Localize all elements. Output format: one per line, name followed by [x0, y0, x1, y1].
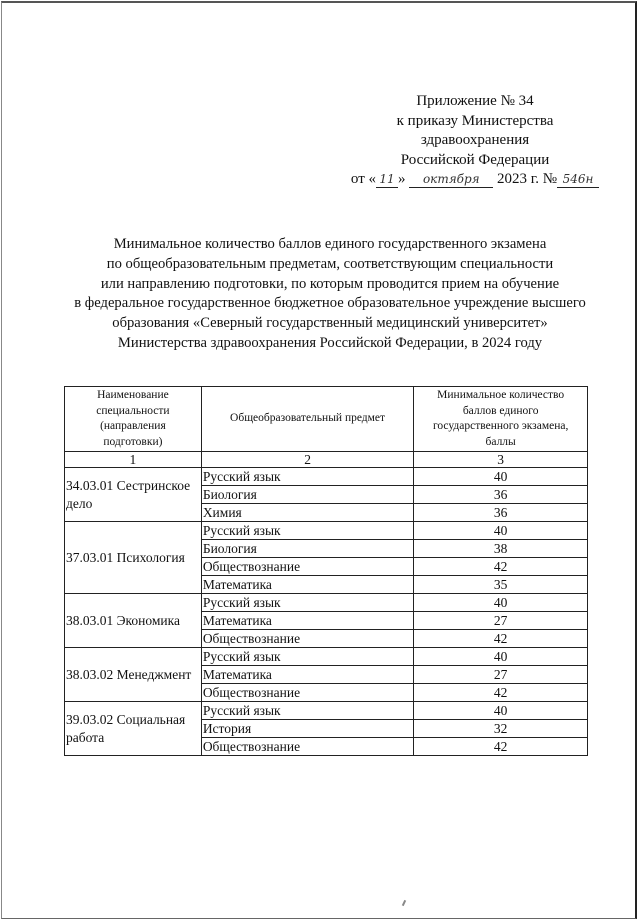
column-index: 3 [414, 452, 588, 468]
subject-cell: Обществознание [201, 738, 414, 756]
header-specialty: Наименование специальности (направления подготовки) [65, 387, 202, 452]
subject-cell: Русский язык [201, 648, 414, 666]
table-row [65, 468, 588, 486]
appendix-federation: Российской Федерации [400, 151, 550, 168]
subject-cell: Биология [201, 540, 414, 558]
subject-cell: Химия [201, 504, 414, 522]
score-cell: 40 [414, 702, 588, 720]
appendix-ministry: здравоохранения [420, 132, 530, 148]
score-cell: 27 [414, 612, 588, 630]
score-cell: 42 [414, 630, 588, 648]
title-line: по общеобразовательным предметам, соответствующим специальности [106, 255, 554, 272]
score-cell: 42 [414, 738, 588, 756]
table-row [65, 702, 588, 720]
document-title [60, 235, 600, 354]
date-year: 2023 г. № [497, 171, 558, 187]
column-index: 2 [201, 452, 414, 468]
column-index: 1 [65, 452, 202, 468]
date-day: 11 [376, 172, 398, 188]
subject-cell: Русский язык [201, 522, 414, 540]
score-cell: 40 [414, 594, 588, 612]
date-prefix: от « [350, 171, 377, 187]
subject-cell: Математика [201, 666, 414, 684]
table-row [65, 594, 588, 612]
scores-table [64, 386, 588, 756]
score-cell: 40 [414, 468, 588, 486]
header-subject: Общеобразовательный предмет [201, 387, 414, 452]
title-line: Министерства здравоохранения Российской Федерации, в 2024 году [117, 334, 543, 351]
specialty-cell: 34.03.01 Сестринское дело [65, 468, 202, 522]
subject-cell: Биология [201, 486, 414, 504]
header-min-score: Минимальное количество баллов единого государственного экзамена, баллы [414, 387, 588, 452]
specialty-cell: 39.03.02 Социальная работа [65, 702, 202, 756]
score-cell: 35 [414, 576, 588, 594]
specialty-cell: 37.03.01 Психология [65, 522, 202, 594]
score-cell: 40 [414, 648, 588, 666]
appendix-date-line [330, 170, 620, 190]
score-cell: 36 [414, 504, 588, 522]
subject-cell: Математика [201, 576, 414, 594]
title-line: в федеральное государственное бюджетное образовательное учреждение высшего [74, 295, 586, 312]
specialty-cell: 38.03.02 Менеджмент [65, 648, 202, 702]
header-row [65, 387, 588, 452]
appendix-number: Приложение № 34 [416, 93, 534, 109]
subject-cell: Русский язык [201, 702, 414, 720]
table-row [65, 522, 588, 540]
date-mid: » [398, 171, 406, 187]
subject-cell: Русский язык [201, 594, 414, 612]
score-cell: 40 [414, 522, 588, 540]
subject-cell: Обществознание [201, 558, 414, 576]
order-number: 546н [557, 172, 599, 188]
column-index-row [65, 452, 588, 468]
appendix-order-ref: к приказу Министерства [396, 112, 554, 129]
score-cell: 42 [414, 684, 588, 702]
specialty-cell: 38.03.01 Экономика [65, 594, 202, 648]
score-cell: 36 [414, 486, 588, 504]
score-cell: 38 [414, 540, 588, 558]
date-month: октября [409, 172, 493, 188]
subject-cell: Математика [201, 612, 414, 630]
subject-cell: Русский язык [201, 468, 414, 486]
title-line: или направлению подготовки, по которым проводится прием на обучение [100, 275, 560, 292]
title-line: Минимальное количество баллов единого государственного экзамена [113, 236, 547, 252]
score-cell: 27 [414, 666, 588, 684]
appendix-header [330, 92, 620, 190]
score-cell: 32 [414, 720, 588, 738]
title-line: образования «Северный государственный медицинский университет» [112, 315, 548, 332]
subject-cell: Обществознание [201, 684, 414, 702]
score-cell: 42 [414, 558, 588, 576]
table-row [65, 648, 588, 666]
subject-cell: История [201, 720, 414, 738]
subject-cell: Обществознание [201, 630, 414, 648]
